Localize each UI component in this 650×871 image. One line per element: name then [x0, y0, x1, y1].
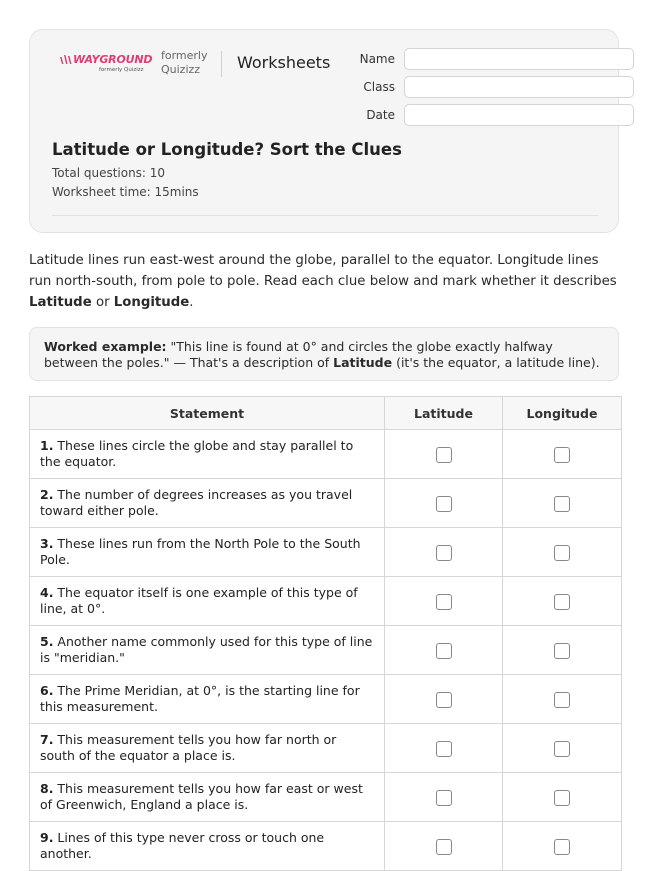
statement-cell	[30, 577, 385, 626]
total-questions: Total questions: 10	[52, 166, 166, 180]
latitude-cell	[385, 479, 503, 528]
statement-number: 8.	[40, 781, 54, 796]
example-label: Worked example:	[44, 339, 167, 354]
latitude-checkbox[interactable]	[436, 741, 452, 757]
brand-name: WAYGROUND	[73, 53, 153, 66]
statement-text: Another name commonly used for this type of line is "meridian."	[40, 634, 373, 665]
longitude-cell	[503, 528, 622, 577]
statement-number: 7.	[40, 732, 54, 747]
statement-number: 2.	[40, 487, 54, 502]
latitude-cell	[385, 724, 503, 773]
table-row	[30, 528, 622, 577]
latitude-checkbox[interactable]	[436, 594, 452, 610]
statement-text: These lines circle the globe and stay parallel to the equator.	[40, 438, 354, 469]
table-row	[30, 430, 622, 479]
longitude-cell	[503, 822, 622, 871]
statement-text: This measurement tells you how far east or west of Greenwich, England a place is.	[40, 781, 363, 812]
statement-number: 1.	[40, 438, 54, 453]
name-label: Name	[359, 52, 395, 66]
statement-text: These lines run from the North Pole to the South Pole.	[40, 536, 361, 567]
intro-or: or	[91, 295, 114, 310]
latitude-checkbox[interactable]	[436, 447, 452, 463]
statement-cell	[30, 724, 385, 773]
statement-header: Statement	[30, 397, 385, 430]
header-divider	[52, 215, 598, 216]
latitude-cell	[385, 528, 503, 577]
longitude-cell	[503, 479, 622, 528]
example-answer: Latitude	[333, 355, 393, 370]
latitude-checkbox[interactable]	[436, 790, 452, 806]
statement-text: Lines of this type never cross or touch one another.	[40, 830, 325, 861]
longitude-checkbox[interactable]	[554, 692, 570, 708]
formerly-quizizz	[161, 49, 208, 77]
statement-text: The equator itself is one example of this type of line, at 0°.	[40, 585, 358, 616]
latitude-cell	[385, 773, 503, 822]
longitude-header: Longitude	[503, 397, 622, 430]
intro-text: Latitude lines run east-west around the globe, parallel to the equator. Longitude lines run north-south, from pole to pole. Read each clue below and mark whether it describes	[29, 253, 617, 289]
statement-number: 4.	[40, 585, 54, 600]
class-label: Class	[363, 80, 395, 94]
latitude-cell	[385, 577, 503, 626]
class-field[interactable]	[404, 76, 634, 98]
brand-sub: formerly Quizizz	[99, 67, 144, 73]
statement-text: This measurement tells you how far north or south of the equator a place is.	[40, 732, 337, 763]
statement-cell	[30, 822, 385, 871]
clues-table	[29, 396, 622, 871]
wayground-logo	[59, 53, 153, 75]
statement-cell	[30, 626, 385, 675]
latitude-checkbox[interactable]	[436, 692, 452, 708]
statement-cell	[30, 430, 385, 479]
wayground-mark-icon	[59, 54, 73, 65]
date-field[interactable]	[404, 104, 634, 126]
worksheet-title: Latitude or Longitude? Sort the Clues	[52, 140, 402, 159]
table-row	[30, 724, 622, 773]
longitude-cell	[503, 430, 622, 479]
table-row	[30, 479, 622, 528]
longitude-cell	[503, 675, 622, 724]
latitude-cell	[385, 822, 503, 871]
longitude-checkbox[interactable]	[554, 545, 570, 561]
latitude-cell	[385, 430, 503, 479]
latitude-checkbox[interactable]	[436, 496, 452, 512]
intro-end: .	[189, 295, 194, 310]
brand-divider	[221, 51, 222, 77]
statement-number: 6.	[40, 683, 54, 698]
longitude-cell	[503, 724, 622, 773]
table-row	[30, 773, 622, 822]
longitude-checkbox[interactable]	[554, 496, 570, 512]
statement-number: 5.	[40, 634, 54, 649]
formerly-text: formerly	[161, 49, 208, 62]
table-row	[30, 577, 622, 626]
worksheet-time: Worksheet time: 15mins	[52, 185, 199, 199]
statement-cell	[30, 675, 385, 724]
name-field[interactable]	[404, 48, 634, 70]
worked-example	[29, 327, 619, 381]
intro-longitude: Longitude	[113, 295, 190, 310]
intro-latitude: Latitude	[29, 295, 92, 310]
statement-text: The Prime Meridian, at 0°, is the starting line for this measurement.	[40, 683, 360, 714]
example-end: (it's the equator, a latitude line).	[392, 355, 600, 370]
latitude-cell	[385, 626, 503, 675]
statement-cell	[30, 773, 385, 822]
longitude-cell	[503, 626, 622, 675]
longitude-checkbox[interactable]	[554, 447, 570, 463]
latitude-checkbox[interactable]	[436, 545, 452, 561]
longitude-checkbox[interactable]	[554, 790, 570, 806]
latitude-checkbox[interactable]	[436, 839, 452, 855]
quizizz-text: Quizizz	[161, 63, 201, 76]
date-label: Date	[366, 108, 395, 122]
table-row	[30, 822, 622, 871]
longitude-checkbox[interactable]	[554, 741, 570, 757]
table-row	[30, 626, 622, 675]
longitude-cell	[503, 773, 622, 822]
statement-cell	[30, 479, 385, 528]
example-text: "This line is found at 0° and circles the globe exactly halfway between the poles." — That's a description of	[44, 339, 553, 370]
product-name: Worksheets	[237, 53, 331, 72]
latitude-cell	[385, 675, 503, 724]
longitude-checkbox[interactable]	[554, 839, 570, 855]
table-header-row	[30, 397, 622, 430]
latitude-header: Latitude	[385, 397, 503, 430]
statement-cell	[30, 528, 385, 577]
table-row	[30, 675, 622, 724]
longitude-checkbox[interactable]	[554, 594, 570, 610]
longitude-cell	[503, 577, 622, 626]
intro-paragraph	[29, 250, 625, 313]
worksheet-header	[29, 29, 619, 233]
statement-number: 3.	[40, 536, 54, 551]
statement-number: 9.	[40, 830, 54, 845]
latitude-checkbox[interactable]	[436, 643, 452, 659]
longitude-checkbox[interactable]	[554, 643, 570, 659]
statement-text: The number of degrees increases as you travel toward either pole.	[40, 487, 353, 518]
